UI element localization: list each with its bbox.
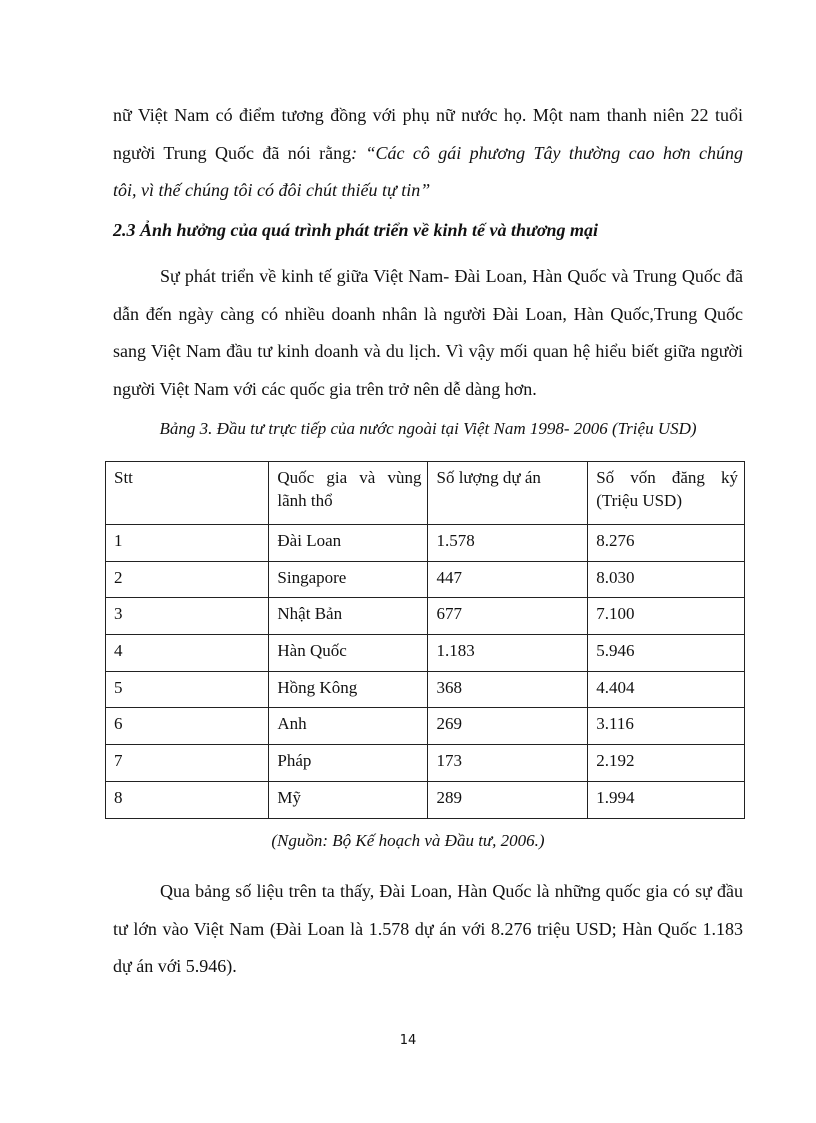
table-cell: 8.030: [588, 561, 745, 598]
header-cell: Quốc gia và vùng lãnh thổ: [269, 462, 428, 525]
table-cell: 3.116: [588, 708, 745, 745]
table-cell: 677: [428, 598, 588, 635]
table-cell: Anh: [269, 708, 428, 745]
table-source: (Nguồn: Bộ Kế hoạch và Đầu tư, 2006.): [271, 831, 545, 850]
quote-text: tôi, vì thế chúng tôi có đôi chút thiếu tự tin”: [113, 180, 431, 200]
table-cell: 7: [106, 745, 269, 782]
paragraph-economic-development: Sự phát triển về kinh tế giữa Việt Nam- Đài Loan, Hàn Quốc và Trung Quốc đã dẫn đến ngày càng có nhiều doanh nhân là người Đài Loan, Hàn Quốc,Trung Quốc sang Việt Nam đầu tư kinh doanh và du lịch. Vì vậy mối quan hệ hiểu biết giữa người người Việt Nam với các quốc gia trên trở nên dễ dàng hơn.: [113, 266, 743, 399]
table-cell: 2: [106, 561, 269, 598]
table-row: [106, 635, 745, 672]
table-cell: Pháp: [269, 745, 428, 782]
paragraph-conclusion: Qua bảng số liệu trên ta thấy, Đài Loan, Hàn Quốc là những quốc gia có sự đầu tư lớn vào Việt Nam (Đài Loan là 1.578 dự án với 8.276 triệu USD; Hàn Quốc 1.183 dự án với 5.946).: [113, 881, 743, 976]
table-cell: 1: [106, 525, 269, 562]
table-cell: 4.404: [588, 671, 745, 708]
table-cell: 8: [106, 781, 269, 818]
table-cell: Đài Loan: [269, 525, 428, 562]
table-cell: 5.946: [588, 635, 745, 672]
table-cell: 3: [106, 598, 269, 635]
table-cell: 2.192: [588, 745, 745, 782]
table-cell: 6: [106, 708, 269, 745]
table-cell: 1.994: [588, 781, 745, 818]
header-cell: Stt: [106, 462, 269, 525]
table-header-row: [106, 462, 745, 525]
table-row: [106, 525, 745, 562]
paragraph-line: [113, 172, 743, 210]
table-cell: 447: [428, 561, 588, 598]
quote-text: : “Các cô gái phương Tây thường cao hơn chúng: [351, 142, 743, 163]
paragraph-text: người Trung Quốc đã nói rằng: [113, 142, 352, 163]
table-row: [106, 671, 745, 708]
table-cell: Singapore: [269, 561, 428, 598]
table-cell: 1.578: [428, 525, 588, 562]
section-heading: 2.3 Ảnh hưởng của quá trình phát triển về kinh tế và thương mại: [113, 220, 598, 240]
header-cell: Số lượng dự án: [428, 462, 588, 525]
table-cell: 289: [428, 781, 588, 818]
paragraph-line: nữ Việt Nam có điểm tương đồng với phụ nữ nước họ. Một nam thanh niên 22 tuổi: [113, 105, 743, 125]
table-cell: 173: [428, 745, 588, 782]
table-cell: Hồng Kông: [269, 671, 428, 708]
table-cell: Nhật Bản: [269, 598, 428, 635]
table-cell: Mỹ: [269, 781, 428, 818]
table-cell: 269: [428, 708, 588, 745]
table-row: [106, 781, 745, 818]
table-caption: Bảng 3. Đầu tư trực tiếp của nước ngoài tại Việt Nam 1998- 2006 (Triệu USD): [159, 419, 697, 438]
table-cell: 8.276: [588, 525, 745, 562]
table-row: [106, 598, 745, 635]
table-row: [106, 708, 745, 745]
investment-table: [105, 461, 745, 819]
page-number: 14: [399, 1033, 417, 1048]
paragraph-line: [113, 135, 743, 173]
table-cell: Hàn Quốc: [269, 635, 428, 672]
table-cell: 7.100: [588, 598, 745, 635]
table-row: [106, 745, 745, 782]
header-cell: Số vốn đăng ký (Triệu USD): [588, 462, 745, 525]
table-cell: 1.183: [428, 635, 588, 672]
table-cell: 5: [106, 671, 269, 708]
table-cell: 4: [106, 635, 269, 672]
table-row: [106, 561, 745, 598]
paragraph-intro-quote: [113, 97, 743, 210]
table-cell: 368: [428, 671, 588, 708]
